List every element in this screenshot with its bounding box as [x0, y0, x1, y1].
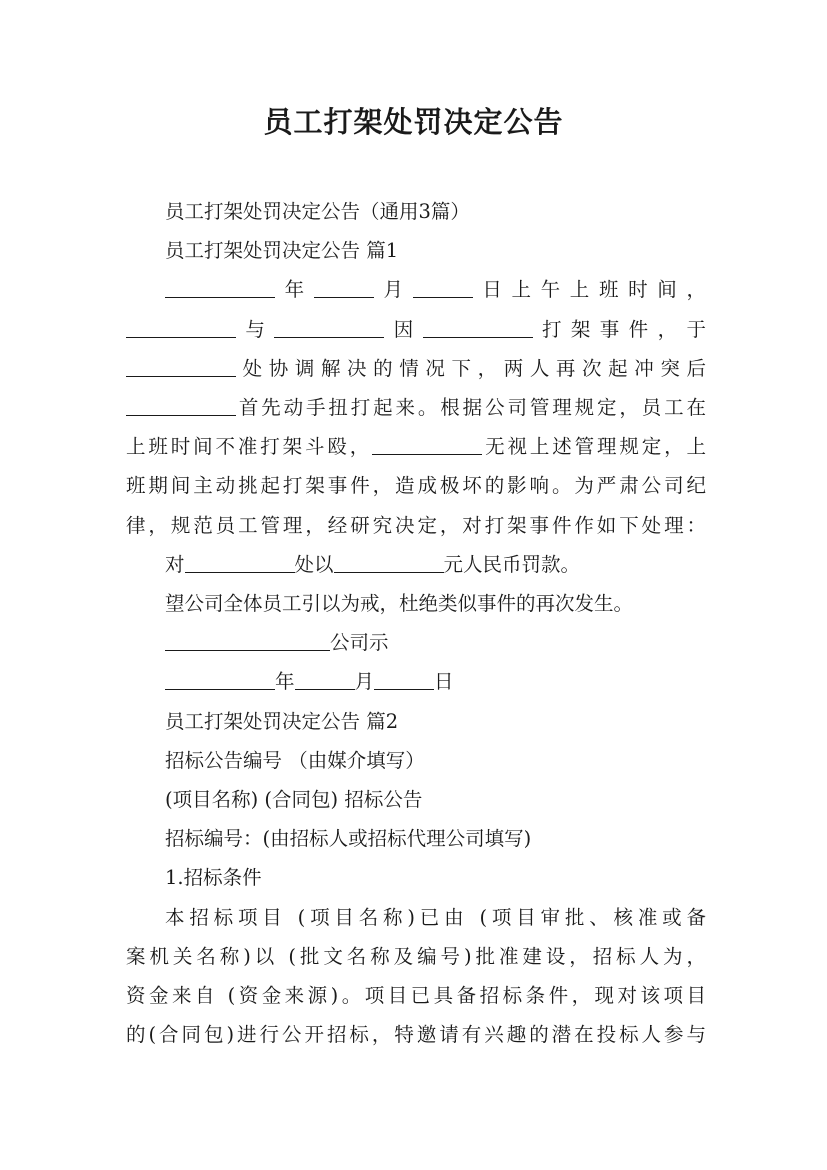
blank-line	[126, 395, 236, 416]
blank-line	[413, 277, 473, 298]
blank-line	[295, 669, 355, 690]
blank-line	[274, 316, 384, 337]
section-heading: 1.招标条件	[165, 866, 262, 890]
blank-line	[185, 551, 295, 572]
penalty-line: 对 处以 元人民币罚款。	[165, 552, 581, 576]
paragraph-line: 首先动手扭打起来。根据公司管理规定，员工在	[126, 388, 706, 427]
blank-line	[314, 277, 374, 298]
tender-notice-number: 招标公告编号 （由媒介填写）	[165, 748, 425, 772]
section-2-title: 员工打架处罚决定公告 篇2	[165, 709, 399, 733]
paragraph-line: 班期间主动挑起打架事件，造成极坏的影响。为严肃公司纪	[126, 474, 706, 498]
warning-line: 望公司全体员工引以为戒，杜绝类似事件的再次发生。	[165, 592, 634, 616]
date-line: 年 月 日	[126, 662, 706, 701]
blank-line	[423, 316, 533, 337]
paragraph-line: 上班时间不准打架斗殴， 无视上述管理规定，上	[126, 435, 706, 459]
subtitle: 员工打架处罚决定公告（通用3篇）	[165, 200, 470, 223]
blank-line	[126, 355, 236, 376]
blank-line	[126, 316, 236, 337]
blank-line	[374, 669, 434, 690]
blank-line	[372, 434, 482, 455]
blank-line	[165, 669, 275, 690]
paragraph-line: 案机关名称)以 (批文名称及编号)批准建设，招标人为，	[126, 944, 706, 968]
blank-line	[165, 630, 330, 651]
document-title: 员工打架处罚决定公告	[263, 105, 564, 139]
tender-title: (项目名称) (合同包) 招标公告	[165, 788, 423, 812]
blank-line	[334, 551, 444, 572]
blank-line	[165, 277, 275, 298]
paragraph-line: 年 月 日上午上班时间，	[126, 270, 706, 309]
paragraph-line: 的(合同包)进行公开招标，特邀请有兴趣的潜在投标人参与	[126, 1023, 706, 1047]
paragraph-line: 处协调解决的情况下，两人再次起冲突后	[126, 349, 706, 388]
paragraph-line: 律，规范员工管理，经研究决定，对打架事件作如下处理：	[126, 513, 706, 537]
paragraph-line: 本招标项目 (项目名称)已由 (项目审批、核准或备	[165, 905, 706, 929]
paragraph-line: 资金来自 (资金来源)。项目已具备招标条件，现对该项目	[126, 984, 706, 1008]
paragraph-line: 与 因 打架事件，于	[126, 310, 706, 349]
tender-number: 招标编号：(由招标人或招标代理公司填写)	[165, 827, 532, 851]
document-body	[126, 192, 706, 1054]
section-1-title: 员工打架处罚决定公告 篇1	[165, 239, 399, 263]
signature-line: 公司示	[126, 623, 706, 662]
